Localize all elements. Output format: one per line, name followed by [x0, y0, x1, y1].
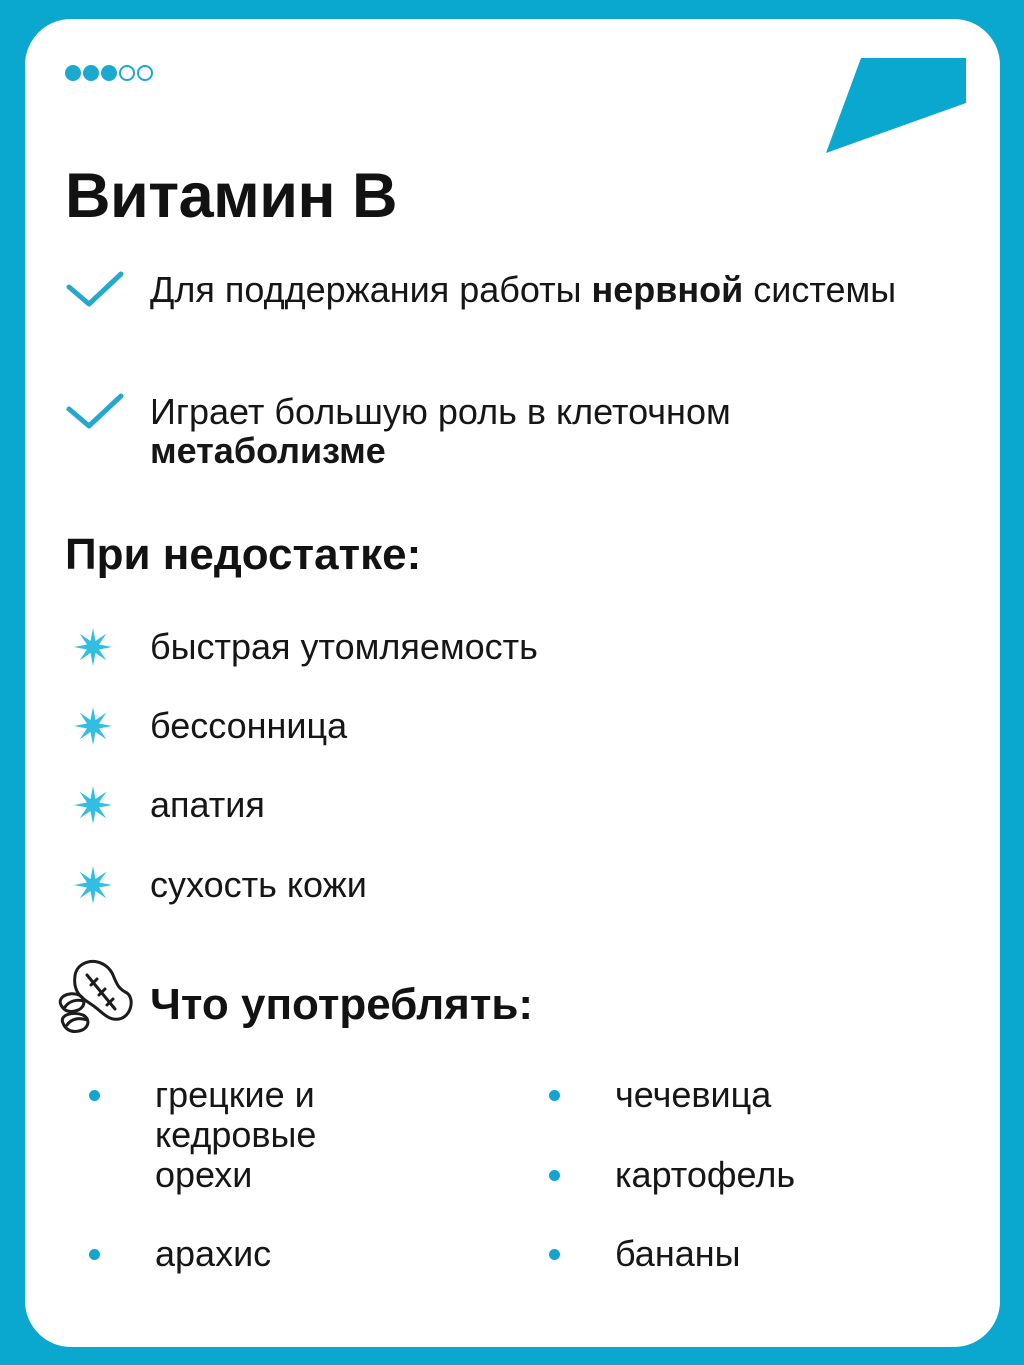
pagination-dot-3 — [101, 65, 117, 81]
symptom-item — [73, 706, 347, 746]
foods-title: Что употреблять: — [150, 980, 534, 1029]
food-item — [530, 1234, 740, 1274]
corner-decoration-shape — [823, 55, 973, 155]
benefit-item — [65, 269, 910, 309]
bullet-icon — [549, 1249, 560, 1260]
page-title: Витамин B — [65, 161, 398, 231]
symptom-label: апатия — [150, 784, 265, 825]
benefit-text-regular: Для поддержания работы — [150, 269, 592, 310]
sparkle-icon — [73, 785, 113, 825]
food-label: бананы — [615, 1233, 741, 1274]
symptom-label: быстрая утомляемость — [150, 626, 538, 667]
pagination-dots — [65, 65, 153, 81]
food-item — [70, 1075, 415, 1195]
symptom-label: бессонница — [150, 705, 348, 746]
food-item — [530, 1155, 795, 1195]
benefit-text-regular-end: системы — [743, 269, 897, 310]
bullet-icon — [89, 1249, 100, 1260]
pagination-dot-1 — [65, 65, 81, 81]
benefit-text — [150, 392, 910, 470]
pagination-dot-5 — [137, 65, 153, 81]
sparkle-icon — [73, 865, 113, 905]
nuts-icon — [53, 957, 135, 1039]
bullet-icon — [549, 1170, 560, 1181]
benefit-text — [150, 270, 910, 309]
symptom-item — [73, 865, 367, 905]
sparkle-icon — [73, 706, 113, 746]
food-item — [70, 1234, 271, 1274]
food-item — [530, 1075, 771, 1115]
deficiency-title: При недостатке: — [65, 530, 422, 579]
food-label: картофель — [615, 1154, 796, 1195]
benefit-item — [65, 391, 910, 470]
benefit-text-bold: нервной — [591, 269, 744, 310]
benefit-text-regular: Играет большую роль в клеточном — [150, 391, 731, 432]
sparkle-icon — [73, 627, 113, 667]
symptom-item — [73, 627, 538, 667]
food-label: арахис — [155, 1233, 272, 1274]
bullet-icon — [549, 1090, 560, 1101]
symptom-item — [73, 785, 265, 825]
content-card — [25, 19, 1000, 1347]
check-icon — [65, 269, 125, 309]
benefit-text-bold: метаболизме — [150, 430, 386, 471]
check-icon — [65, 391, 125, 431]
pagination-dot-4 — [119, 65, 135, 81]
pagination-dot-2 — [83, 65, 99, 81]
food-label: грецкие и кедровые орехи — [155, 1074, 317, 1195]
bullet-icon — [89, 1090, 100, 1101]
food-label: чечевица — [615, 1074, 772, 1115]
symptom-label: сухость кожи — [150, 864, 367, 905]
